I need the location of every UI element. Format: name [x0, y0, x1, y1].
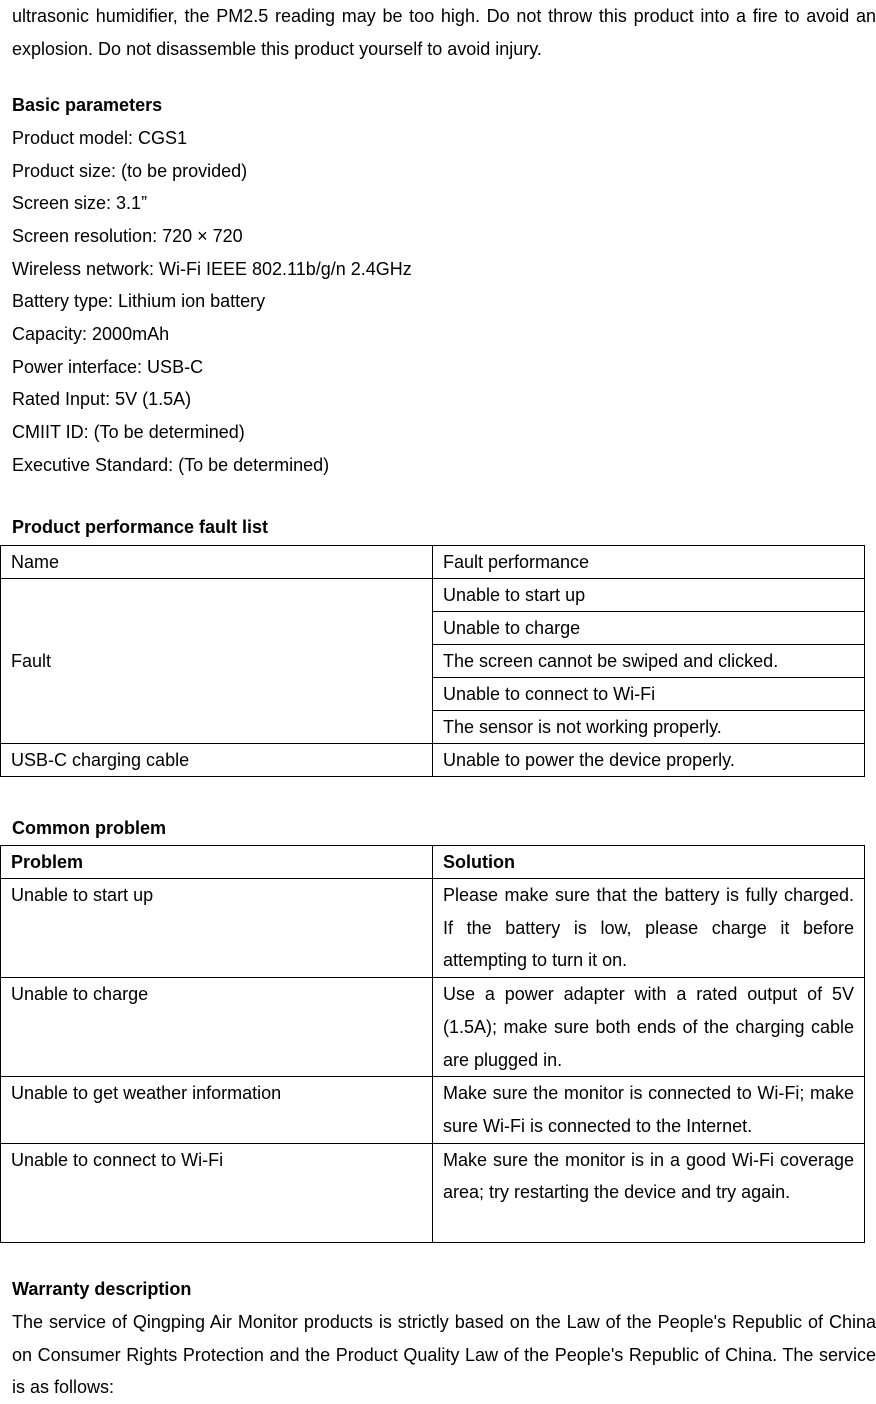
solution-cell: Use a power adapter with a rated output of 5V (1.5A); make sure both ends of the charging cable are plugged in. [433, 978, 865, 1077]
fault-item: Unable to connect to Wi-Fi [433, 678, 865, 711]
warranty-heading: Warranty description [12, 1279, 192, 1299]
table-row [1, 546, 865, 579]
table-row [1, 1143, 865, 1242]
table-row [1, 879, 865, 978]
problem-cell: Unable to get weather information [1, 1077, 433, 1143]
param-power-interface: Power interface: USB-C [12, 357, 204, 377]
table-row [1, 978, 865, 1077]
fault-item: The sensor is not working properly. [433, 711, 865, 744]
solution-cell: Make sure the monitor is in a good Wi-Fi coverage area; try restarting the device and try again. [433, 1143, 865, 1242]
col-header-fault-performance: Fault performance [433, 546, 865, 579]
cable-name-cell: USB-C charging cable [1, 744, 433, 777]
param-rated-input: Rated Input: 5V (1.5A) [12, 389, 192, 409]
param-screen-resolution: Screen resolution: 720 × 720 [12, 226, 243, 246]
problem-cell: Unable to charge [1, 978, 433, 1077]
problem-cell: Unable to start up [1, 879, 433, 978]
param-executive-standard: Executive Standard: (To be determined) [12, 455, 330, 475]
problem-cell: Unable to connect to Wi-Fi [1, 1143, 433, 1242]
table-row [1, 1077, 865, 1143]
table-row [1, 579, 865, 612]
param-battery-type: Battery type: Lithium ion battery [12, 291, 266, 311]
col-header-solution: Solution [433, 846, 865, 879]
solution-cell: Please make sure that the battery is fully charged. If the battery is low, please charge it before attempting to turn it on. [433, 879, 865, 978]
fault-item: Unable to start up [433, 579, 865, 612]
param-capacity: Capacity: 2000mAh [12, 324, 170, 344]
col-header-problem: Problem [1, 846, 433, 879]
table-row [1, 846, 865, 879]
fault-name-cell: Fault [1, 579, 433, 744]
param-product-size: Product size: (to be provided) [12, 161, 248, 181]
param-cmiit-id: CMIIT ID: (To be determined) [12, 422, 245, 442]
warranty-paragraph: The service of Qingping Air Monitor products is strictly based on the Law of the People's Republic of China on Consumer Rights Protection and the Product Quality Law of the People's Republic of China. The service is as follows: [12, 1312, 876, 1398]
common-problem-table [0, 845, 865, 1243]
fault-list-heading: Product performance fault list [12, 517, 269, 537]
col-header-name: Name [1, 546, 433, 579]
fault-item: Unable to charge [433, 612, 865, 645]
intro-paragraph: ultrasonic humidifier, the PM2.5 reading may be too high. Do not throw this product into a fire to avoid an explosion. Do not disassemble this product yourself to avoid injury. [12, 6, 876, 59]
fault-list-table [0, 545, 865, 777]
cable-fault-cell: Unable to power the device properly. [433, 744, 865, 777]
param-product-model: Product model: CGS1 [12, 128, 188, 148]
param-wireless-network: Wireless network: Wi-Fi IEEE 802.11b/g/n 2.4GHz [12, 259, 412, 279]
table-row [1, 744, 865, 777]
common-problem-heading: Common problem [12, 818, 167, 838]
param-screen-size: Screen size: 3.1” [12, 193, 148, 213]
solution-cell: Make sure the monitor is connected to Wi-Fi; make sure Wi-Fi is connected to the Internet. [433, 1077, 865, 1143]
fault-item: The screen cannot be swiped and clicked. [433, 645, 865, 678]
basic-parameters-heading: Basic parameters [12, 95, 163, 115]
